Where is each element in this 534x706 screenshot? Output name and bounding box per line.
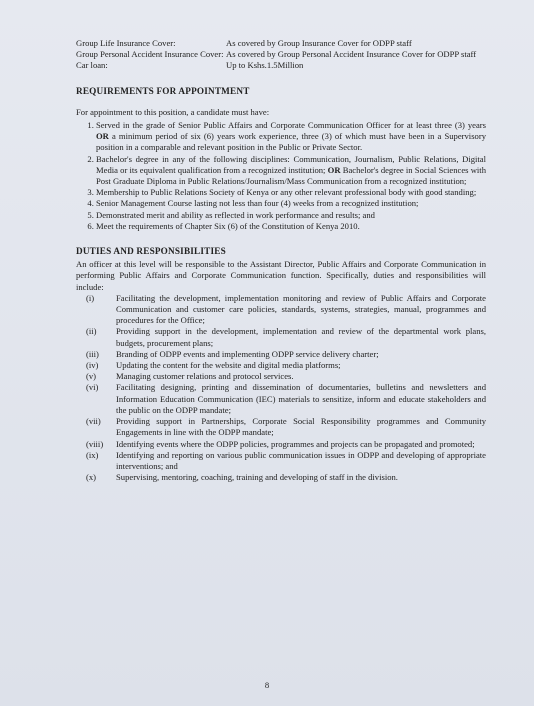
benefits-table (76, 38, 486, 72)
page-number: 8 (264, 680, 270, 690)
benefit-value: Up to Kshs.1.5Million (226, 60, 304, 71)
duty-item: (iv) Updating the content for the website and digital media platforms; (86, 360, 341, 371)
requirements-intro: For appointment to this position, a candidate must have: (76, 106, 270, 117)
duty-item: (v) Managing customer relations and protocol services. (86, 371, 294, 382)
benefit-value: As covered by Group Insurance Cover for ODPP staff (226, 38, 412, 48)
requirement-item: 2. Bachelor's degree in any of the following disciplines: Communication, Journalism, Public Relations, Digital Media or its equivalent qualification from a recognized institution; OR Bachelor's degree in Social Sciences with Post Graduate Diploma in Public Relations/Journalism/Mass Communication from a recognized institution; (96, 154, 486, 188)
requirement-item: 6. Meet the requirements of Chapter Six (6) of the Constitution of Kenya 2010. (96, 221, 486, 232)
requirement-item: 3. Membership to Public Relations Society of Kenya or any other relevant professional body with good standing; (96, 187, 486, 198)
requirement-item: 1. Served in the grade of Senior Public Affairs and Corporate Communication Officer for at least three (3) years OR a minimum period of six (6) years work experience, three (3) of which must have been in a Supervisory position in a comparable and relevant position in the Public or Private Sector. (96, 120, 486, 154)
duty-item: (vii) Providing support in Partnerships, Corporate Social Responsibility programmes and Community Engagements in line with the ODPP mandate; (86, 416, 486, 438)
requirements-heading: REQUIREMENTS FOR APPOINTMENT (76, 85, 250, 96)
requirements-list (76, 120, 486, 232)
benefit-key: Car loan: (76, 60, 108, 71)
duty-item: (i) Facilitating the development, implementation monitoring and review of Public Affairs and Corporate Communication and customer care policies, standards, systems, strategies, manual, programmes and procedures for the Office; (86, 292, 486, 326)
page-content (76, 38, 486, 483)
duty-item: (x) Supervising, mentoring, coaching, training and developing of staff in the division. (86, 472, 398, 483)
benefit-value: As covered by Group Personal Accident Insurance Cover for ODPP staff (226, 49, 477, 60)
duty-item: (iii) Branding of ODPP events and implementing ODPP service delivery charter; (86, 348, 379, 359)
duty-item: (ix) Identifying and reporting on various public communication issues in ODPP and developing of appropriate interventions; and (86, 449, 486, 471)
benefit-key: Group Personal Accident Insurance Cover: (76, 49, 224, 60)
duties-intro: An officer at this level will be responsible to the Assistant Director, Public Affairs and Corporate Communication in performing Public Affairs and Corporate Communication function. Specifically, duties and responsibilities will include: (76, 259, 486, 292)
duties-list (76, 293, 486, 483)
duties-heading: DUTIES AND RESPONSIBILITIES (76, 246, 226, 257)
requirement-item: 5. Demonstrated merit and ability as reflected in work performance and results; and (96, 210, 486, 221)
duty-item: (vi) Facilitating designing, printing and dissemination of documentaries, bulletins and newsletters and Information Education Communication (IEC) materials to sensitize, inform and educate stakeholders and the public on the ODPP mandate; (86, 382, 486, 415)
duty-item: (ii) Providing support in the development, implementation and review of the departmental work plans, budgets, procurement plans; (86, 326, 486, 348)
requirement-item: 4. Senior Management Course lasting not less than four (4) weeks from a recognized institution; (96, 198, 486, 209)
duty-item: (viii) Identifying events where the ODPP policies, programmes and projects can be propagated and promoted; (86, 438, 475, 449)
benefit-key: Group Life Insurance Cover: (76, 38, 176, 48)
